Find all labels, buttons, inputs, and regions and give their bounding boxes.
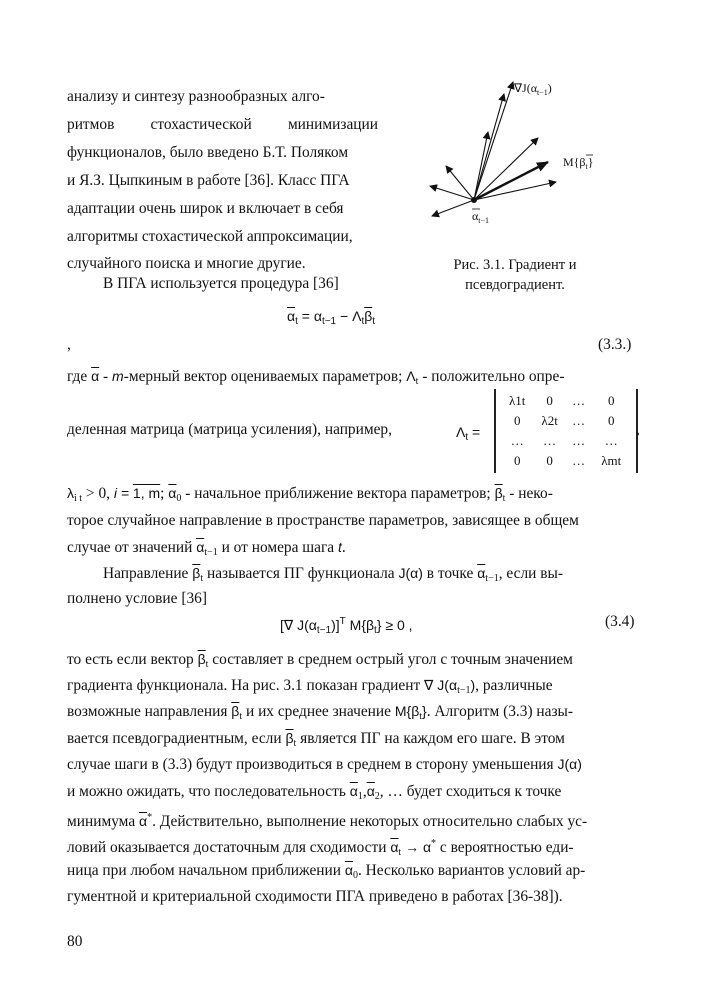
arrow-direction (430, 186, 474, 200)
intro-line-3: функционалов, было введено Б.Т. Поляком (67, 144, 349, 161)
eq-comma: , (67, 336, 71, 353)
equation-number-3-4: (3.4) (605, 613, 635, 630)
arrow-direction (432, 200, 474, 216)
para-line-4: вается псевдоградиентным, если $\overline{\beta}_t$ является ПГ на каждом его шаге. В этом (67, 730, 565, 749)
caption-line-1: Рис. 3.1. Градиент и (453, 257, 577, 273)
definition-line-2: деленная матрица (матрица усиления), например, (67, 421, 392, 438)
direction-line-2: полнено условие [36] (67, 590, 207, 607)
procedure-sentence: В ПГА используется процедура [36] (103, 275, 339, 292)
matrix-cell: 0 (546, 453, 553, 468)
intro-line-5: адаптации очень широк и включает в себя (67, 200, 344, 217)
equation-number-3-3: (3.3.) (598, 336, 632, 353)
intro-word: минимизации (287, 116, 378, 133)
matrix-trailing-comma: , (636, 421, 640, 438)
arrow-direction (474, 182, 556, 200)
matrix-cell: 0 (513, 413, 521, 428)
matrix-cell: λ2t (541, 413, 558, 428)
gain-matrix (494, 389, 638, 473)
intro-word: ритмов (67, 116, 115, 133)
intro-line-4: и Я.З. Цыпкиным в работе [36]. Класс ПГА (67, 172, 350, 189)
matrix-cell: … (572, 433, 586, 448)
label-gradient: $\nabla J(\alpha_{t-1})$ (514, 81, 552, 97)
equation-3-4: [∇ $J(\alpha_{t-1})]^T$ $M\{\beta_t\} \ge 0$ , (280, 616, 413, 636)
equation-3-3: $\overline{\alpha}_t = \alpha_{t-1} - \Lambda_t\overline{\beta}_t$ (287, 308, 376, 327)
arrow-direction (474, 94, 504, 200)
caption-line-2: псевдоградиент. (465, 277, 565, 293)
figure-caption (430, 255, 600, 295)
matrix-cell: … (543, 433, 557, 448)
para-line-1: то есть если вектор $\overline{\beta}_t$ составляет в среднем острый угол с точным значением (67, 651, 573, 670)
arrow-direction (474, 138, 538, 200)
matrix-lambda-label: $\Lambda_t$ = (456, 424, 481, 443)
intro-line-1: анализу и синтезу разнообразных алго- (67, 88, 325, 105)
intro-word: стохастической (150, 116, 252, 133)
label-origin: $\alpha_{t-1}$ (472, 209, 490, 225)
para-line-5: случае шаги в (3.3) будут производиться в среднем в сторону уменьшения J(α) (67, 756, 582, 773)
arrow-direction (446, 166, 474, 200)
arrow-direction (474, 132, 488, 200)
para-line-10: гументной и критериальной сходимости ПГА приведено в работах [36-38]). (67, 888, 563, 905)
direction-line-1: Направление $\overline{\beta}_t$ называется ПГ функционала J(α) в точке $\overline{\alpha}_{t-1}$, если вы- (103, 565, 563, 584)
para-line-6: и можно ожидать, что последовательность $\overline{\alpha}_1,\overline{\alpha}_2$, … будет сходиться к точке (67, 783, 562, 802)
para-line-2: градиента функционала. На рис. 3.1 показан градиент ∇ $J(\alpha_{t-1})$, различные (67, 677, 553, 696)
definition-line-3: $\lambda_{i t} > 0$, i = 1, m; $\overline{\alpha}_0$ - начальное приближение вектора параметров; $\overline{\beta}_t$ - неко- (67, 485, 553, 504)
para-line-7: минимума $\overline{\alpha}^*$. Действительно, выполнение некоторых относительно слабых ус- (67, 812, 588, 830)
origin-point (471, 197, 477, 203)
intro-line-2 (67, 115, 378, 135)
para-line-9: ница при любом начальном приближении $\overline{\alpha}_0$. Несколько вариантов условий ар- (67, 862, 586, 881)
matrix-cell: 0 (607, 413, 615, 428)
label-mean: $M\{\beta_t\}$ (563, 155, 594, 171)
matrix-cell: 0 (546, 393, 553, 408)
para-line-8: ловий оказывается достаточным для сходимости $\overline{\alpha}_t \to \alpha^*$ с вероятностью еди- (67, 838, 574, 858)
matrix-cell: λ1t (508, 393, 526, 408)
matrix-cell: … (604, 433, 618, 448)
matrix-cell: 0 (607, 393, 615, 408)
figure-gradient-diagram (420, 70, 620, 235)
para-line-3: возможные направления $\overline{\beta}_t$ и их среднее значение $M\{\beta_t\}$. Алгоритм (3.3) назы- (67, 703, 574, 722)
matrix-cell: … (510, 433, 524, 448)
matrix-cell: λmt (601, 453, 622, 468)
page-number: 80 (67, 933, 83, 950)
matrix-cell: … (572, 393, 586, 408)
matrix-cell: … (572, 453, 586, 468)
matrix-cell: … (572, 413, 586, 428)
intro-line-6: алгоритмы стохастической аппроксимации, (67, 228, 353, 245)
definition-line-1: где $\overline{\alpha}$ - m-мерный вектор оцениваемых параметров; $\Lambda_t$ - положительно опре- (67, 368, 565, 387)
definition-line-4: торое случайное направление в пространстве параметров, зависящее в общем (67, 512, 579, 529)
definition-line-5: случае от значений $\overline{\alpha}_{t-1}$ и от номера шага t. (67, 539, 346, 558)
matrix-cell: 0 (513, 453, 521, 468)
intro-line-7: случайного поиска и многие другие. (67, 255, 306, 272)
